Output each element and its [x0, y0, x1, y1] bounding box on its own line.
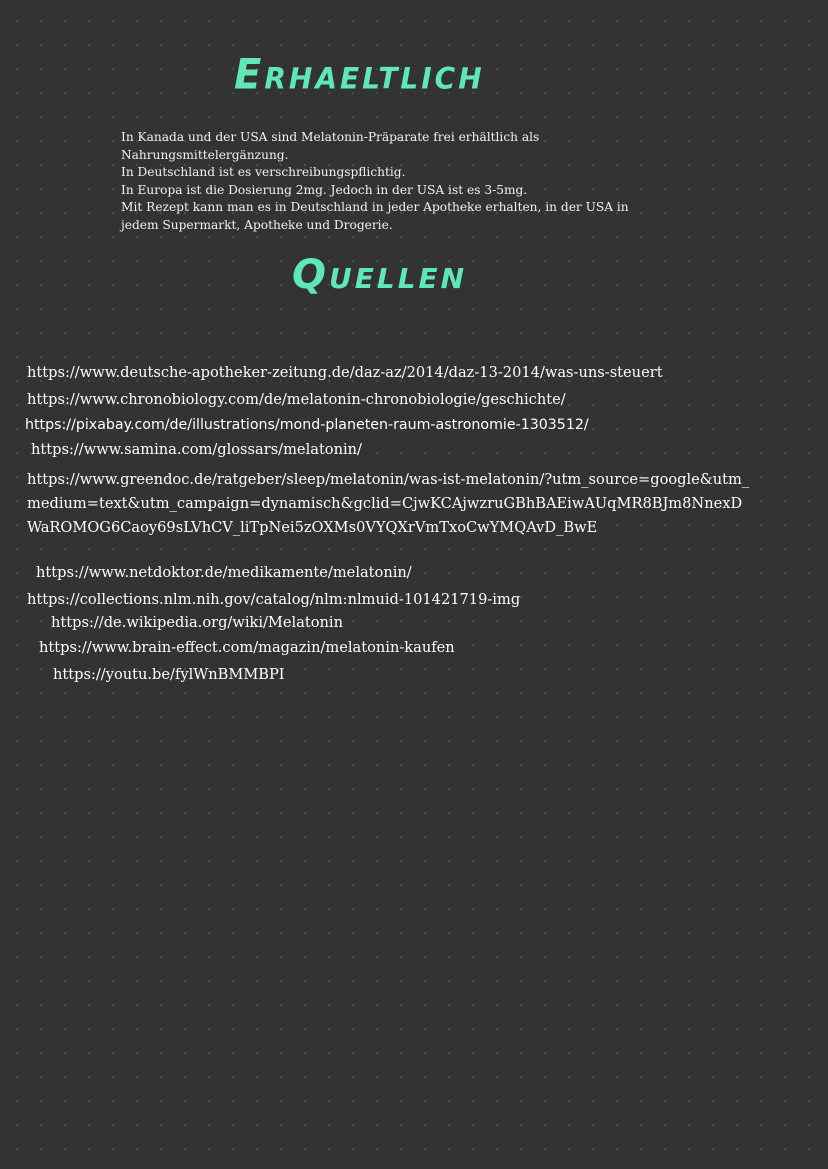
erhaeltlich-heading: Erhaeltlich	[234, 50, 485, 100]
source-link[interactable]: https://www.greendoc.de/ratgeber/sleep/melatonin/was-ist-melatonin/?utm_source=google&utm_medium=text&utm_campaign=dynamisch&gclid=CjwKCAjwzruGBhBAEiwAUqMR8BJm8NnexDWaROMOG6Caoy69sLVhCV_liTpNei5zOXMs0VYQXrVmTxoCwYMQAvD_BwE	[27, 471, 750, 536]
source-link[interactable]: https://collections.nlm.nih.gov/catalog/nlm:nlmuid-101421719-img	[27, 591, 521, 608]
paragraph-line: In Europa ist die Dosierung 2mg. Jedoch in der USA ist es 3-5mg.	[121, 182, 528, 197]
paragraph-line: In Kanada und der USA sind Melatonin-Präparate frei erhältlich als	[121, 130, 540, 144]
paragraph-line: In Deutschland ist es verschreibungspflichtig.	[121, 165, 406, 180]
source-link[interactable]: https://www.samina.com/glossars/melatonin/	[31, 441, 362, 458]
source-link[interactable]: https://www.netdoktor.de/medikamente/melatonin/	[36, 564, 412, 581]
source-link[interactable]: https://pixabay.com/de/illustrations/mond-planeten-raum-astronomie-1303512/	[25, 417, 589, 433]
source-link[interactable]: https://youtu.be/fylWnBMMBPI	[53, 666, 285, 683]
quellen-heading: Quellen	[292, 252, 468, 298]
source-link[interactable]: https://de.wikipedia.org/wiki/Melatonin	[51, 614, 343, 631]
paragraph-line: Mit Rezept kann man es in Deutschland in jeder Apotheke erhalten, in der USA in	[121, 200, 629, 215]
source-link[interactable]: https://www.brain-effect.com/magazin/melatonin-kaufen	[39, 639, 455, 656]
paragraph-line: jedem Supermarkt, Apotheke und Drogerie.	[121, 217, 393, 232]
paragraph-line: Nahrungsmittelergänzung.	[121, 147, 289, 162]
erhaeltlich-paragraph	[121, 129, 681, 235]
source-link[interactable]: https://www.chronobiology.com/de/melatonin-chronobiologie/geschichte/	[27, 391, 566, 408]
source-link[interactable]: https://www.deutsche-apotheker-zeitung.de/daz-az/2014/daz-13-2014/was-uns-steuert	[27, 364, 663, 381]
